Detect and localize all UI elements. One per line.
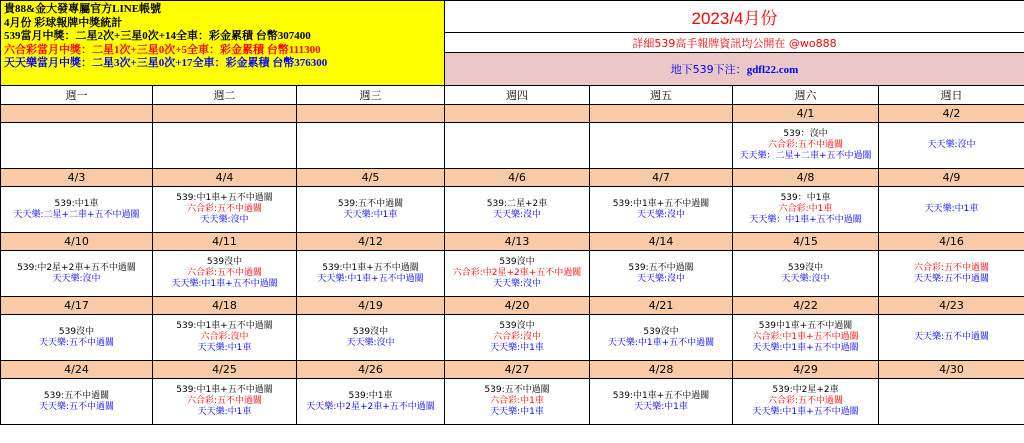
result-line: 539沒中 <box>787 262 824 273</box>
date-cell: 4/14 <box>590 233 733 251</box>
result-line: 539：中1車 <box>780 193 831 203</box>
day-result-cell <box>733 315 879 361</box>
result-line: 天天樂:中1車+五不中過關 <box>317 273 424 284</box>
info-note: 詳細539高手報牌資訊均公開在 @wo888 <box>445 33 1024 53</box>
date-cell: 4/26 <box>297 361 445 379</box>
betting-site-link[interactable]: gdfl22.com <box>746 64 799 76</box>
day-result-cell <box>445 315 590 361</box>
date-cell: 4/8 <box>733 169 879 187</box>
date-cell: 4/9 <box>879 169 1024 187</box>
day-result-cell <box>1 251 153 297</box>
result-line: 539:中1車 <box>348 390 393 401</box>
weekday-header: 週一 <box>1 86 153 105</box>
day-result-cell <box>590 123 733 169</box>
result-line: 天天樂:中1車+五不中過關 <box>752 343 859 353</box>
date-cell: 4/3 <box>1 169 153 187</box>
result-line: 六合彩:五不中過關 <box>913 262 990 273</box>
date-cell: 4/25 <box>153 361 297 379</box>
date-cell <box>297 105 445 123</box>
result-row <box>1 251 1024 297</box>
day-result-cell <box>879 251 1024 297</box>
date-cell: 4/2 <box>879 105 1024 123</box>
betting-note-label: 地下539下注： <box>670 63 747 76</box>
result-line: 天天樂：中1車+五不中過關 <box>749 215 862 225</box>
result-line: 539沒中 <box>499 257 535 267</box>
result-line: 539沒中 <box>58 326 95 337</box>
result-line: 539:五不中過關 <box>628 262 694 273</box>
betting-note <box>445 53 1024 86</box>
day-result-cell <box>590 251 733 297</box>
date-cell: 4/18 <box>153 297 297 315</box>
date-cell: 4/15 <box>733 233 879 251</box>
result-line: 天天樂:中2星+2車+五不中過關 <box>306 401 435 412</box>
day-result-cell <box>153 187 297 233</box>
result-line: 天天樂:中1車+五不中過關 <box>171 279 278 289</box>
date-cell: 4/6 <box>445 169 590 187</box>
result-line: 六合彩:沒中 <box>200 332 249 342</box>
day-result-cell <box>733 123 879 169</box>
result-line: 天天樂:沒中 <box>52 273 101 284</box>
date-row <box>1 169 1024 187</box>
result-line: 天天樂:中1車 <box>924 204 979 214</box>
result-line: 六合彩:中1車+五不中過關 <box>752 332 859 342</box>
day-result-cell <box>590 379 733 425</box>
date-cell: 4/11 <box>153 233 297 251</box>
date-cell: 4/21 <box>590 297 733 315</box>
date-cell: 4/28 <box>590 361 733 379</box>
date-cell: 4/10 <box>1 233 153 251</box>
date-cell <box>445 105 590 123</box>
date-cell: 4/1 <box>733 105 879 123</box>
result-line: 539:中1車+五不中過關 <box>176 385 273 395</box>
result-line: 天天樂:中1車 <box>634 401 688 412</box>
header-line-lotto: 六合彩當月中獎：二星1次+三星0次+5全車：彩金累積 台幣111300 <box>4 43 321 56</box>
weekday-header: 週五 <box>590 86 733 105</box>
header-line-daily: 天天樂當月中獎：二星3次+三星0次+17全車：彩金累積 台幣376300 <box>4 57 328 69</box>
result-line: 天天樂:中1車+五不中過關 <box>607 337 715 348</box>
date-cell <box>590 105 733 123</box>
result-line: 天天樂:五不中過關 <box>38 401 115 412</box>
result-line: 天天樂:五不中過關 <box>913 273 990 284</box>
result-line: 天天樂:中1車+五不中過關 <box>752 407 859 417</box>
weekday-header: 週二 <box>153 86 297 105</box>
result-line: 539:中2星+2車+五不中過關 <box>17 262 136 273</box>
result-line: 539:中1車+五不中過關 <box>176 193 273 203</box>
day-result-cell <box>297 251 445 297</box>
date-cell <box>153 105 297 123</box>
day-result-cell <box>297 379 445 425</box>
date-cell: 4/7 <box>590 169 733 187</box>
day-result-cell <box>297 187 445 233</box>
day-result-cell <box>445 187 590 233</box>
result-line: 六合彩:五不中過關 <box>767 140 844 150</box>
result-line: 539:五不中過關 <box>337 198 404 209</box>
date-cell: 4/30 <box>879 361 1024 379</box>
header-summary <box>1 1 445 86</box>
result-line: 539:二星+2車 <box>486 198 548 209</box>
date-cell <box>1 105 153 123</box>
header-line-539: 539當月中獎：二星2次+三星0次+14全車：彩金累積 台幣307400 <box>4 30 311 42</box>
day-result-cell <box>590 315 733 361</box>
date-cell: 4/17 <box>1 297 153 315</box>
result-line: 539:中1車+五不中過關 <box>612 198 710 209</box>
result-line: 539中1車+五不中過關 <box>758 321 853 331</box>
result-line: 539:中1車+五不中過關 <box>176 321 273 331</box>
result-line: 六合彩:五不中過關 <box>767 396 844 406</box>
day-result-cell <box>445 379 590 425</box>
day-result-cell <box>1 123 153 169</box>
result-line: 天天樂:中1車 <box>490 343 544 353</box>
day-result-cell <box>733 379 879 425</box>
result-line: 天天樂:沒中 <box>492 279 542 289</box>
result-line: 六合彩:沒中 <box>492 332 542 342</box>
result-line: 六合彩:五不中過關 <box>186 204 263 214</box>
result-line: 天天樂:中1車 <box>197 343 252 353</box>
page-title: 2023/4月份 <box>445 1 1024 33</box>
result-row <box>1 379 1024 425</box>
weekday-header: 週六 <box>733 86 879 105</box>
day-result-cell <box>1 379 153 425</box>
day-result-cell <box>445 251 590 297</box>
date-cell: 4/19 <box>297 297 445 315</box>
date-row <box>1 233 1024 251</box>
result-line: 天天樂:五不中過關 <box>913 332 990 342</box>
result-line: 六合彩:中2星+2車+五不中過關 <box>452 268 582 278</box>
date-cell: 4/20 <box>445 297 590 315</box>
day-result-cell <box>153 315 297 361</box>
weekday-header: 週四 <box>445 86 590 105</box>
result-line: 539沒中 <box>206 257 243 267</box>
result-line: 天天樂:中1車 <box>490 407 544 417</box>
result-line: 539:五不中過關 <box>43 390 110 401</box>
result-line: 539:五不中過關 <box>484 385 550 395</box>
result-row <box>1 315 1024 361</box>
date-row <box>1 105 1024 123</box>
header-line-month-stats: 4月份 彩球報牌中獎統計 <box>4 16 123 29</box>
date-cell: 4/24 <box>1 361 153 379</box>
result-line: 539：沒中 <box>783 129 828 139</box>
day-result-cell <box>1 187 153 233</box>
result-line: 天天樂:二星+二車+五不中過關 <box>13 209 140 220</box>
result-line: 天天樂:沒中 <box>927 140 976 150</box>
result-line: 天天樂:五不中過關 <box>38 337 115 348</box>
result-line: 天天樂:沒中 <box>781 273 830 284</box>
day-result-cell <box>879 379 1024 425</box>
day-result-cell <box>590 187 733 233</box>
day-result-cell <box>153 251 297 297</box>
result-line: 539:中1車 <box>54 198 99 209</box>
result-line: 539沒中 <box>499 321 535 331</box>
date-cell: 4/4 <box>153 169 297 187</box>
day-result-cell <box>297 315 445 361</box>
result-line: 天天樂:沒中 <box>346 337 395 348</box>
result-line: 539:中1車+五不中過關 <box>612 390 710 401</box>
result-line: 六合彩:五不中過關 <box>186 396 263 406</box>
result-line: 六合彩:中1車 <box>778 204 833 214</box>
result-line: 539:中1車+五不中過關 <box>322 262 419 273</box>
result-row <box>1 187 1024 233</box>
result-line: 539:中2星+2車 <box>772 385 839 395</box>
result-row <box>1 123 1024 169</box>
result-line: 天天樂:沒中 <box>636 209 686 220</box>
weekday-header: 週日 <box>879 86 1024 105</box>
date-cell: 4/27 <box>445 361 590 379</box>
result-line: 天天樂:中1車 <box>343 209 398 220</box>
weekday-header: 週三 <box>297 86 445 105</box>
date-row <box>1 297 1024 315</box>
result-line: 539沒中 <box>352 326 389 337</box>
date-row <box>1 361 1024 379</box>
header-line-account: 貴88&金大發專屬官方LINE帳號 <box>4 3 162 15</box>
date-cell: 4/12 <box>297 233 445 251</box>
result-line: 天天樂：二星+二車+五不中過關 <box>739 151 872 161</box>
weekday-header-row <box>1 86 1024 105</box>
day-result-cell <box>733 187 879 233</box>
day-result-cell <box>153 379 297 425</box>
date-cell: 4/5 <box>297 169 445 187</box>
result-line: 天天樂:沒中 <box>636 273 686 284</box>
day-result-cell <box>297 123 445 169</box>
result-line: 六合彩:中1車 <box>490 396 544 406</box>
date-cell: 4/16 <box>879 233 1024 251</box>
date-cell: 4/13 <box>445 233 590 251</box>
day-result-cell <box>879 315 1024 361</box>
day-result-cell <box>153 123 297 169</box>
day-result-cell <box>733 251 879 297</box>
day-result-cell <box>879 123 1024 169</box>
result-line: 天天樂:沒中 <box>200 215 249 225</box>
result-line: 539沒中 <box>643 326 679 337</box>
date-cell: 4/22 <box>733 297 879 315</box>
day-result-cell <box>879 187 1024 233</box>
result-line: 六合彩:五不中過關 <box>186 268 263 278</box>
result-line: 天天樂:中1車 <box>197 407 252 417</box>
date-cell: 4/29 <box>733 361 879 379</box>
date-cell: 4/23 <box>879 297 1024 315</box>
day-result-cell <box>1 315 153 361</box>
day-result-cell <box>445 123 590 169</box>
result-line: 天天樂:沒中 <box>492 209 542 220</box>
